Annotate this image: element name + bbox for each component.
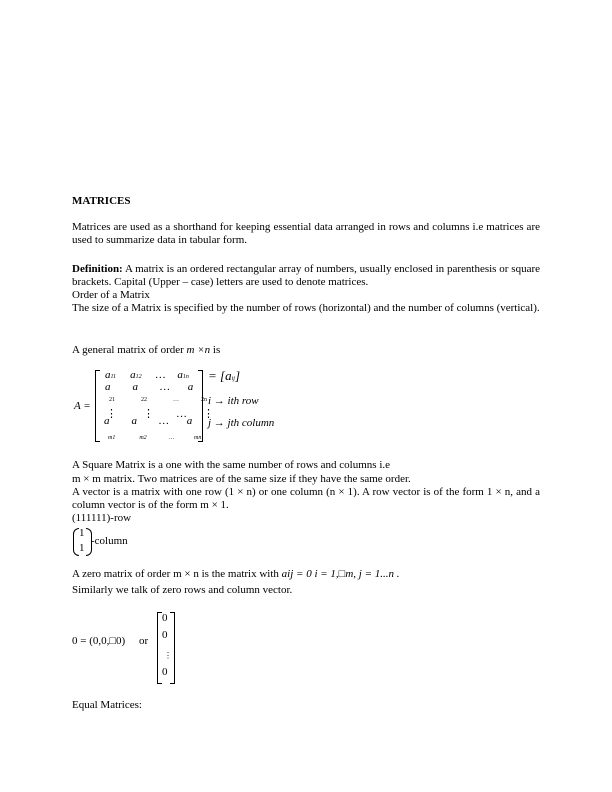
matrix-row-1: a11 a12 … a1n — [105, 369, 189, 381]
row-note: i → ith row — [208, 395, 259, 407]
row-vector-example: (111111)-row — [72, 512, 132, 524]
intro-paragraph: Matrices are used as a shorthand for keeping essential data arranged in rows and columns i.e matrices are used to summarize data in tabular form. — [72, 221, 540, 246]
definition-paragraph — [72, 263, 540, 289]
matrix-row-4-subscripts: m1 m2 … mn — [108, 435, 202, 441]
zero-math: aij = 0 i = 1,□m, j = 1...n . — [281, 568, 400, 580]
col-entry-bottom: 1 — [79, 542, 85, 554]
general-matrix-line — [72, 344, 220, 357]
or-text: or — [139, 635, 149, 647]
zero-text: A zero matrix of order m × n is the matrix with — [72, 568, 282, 580]
square-line-2: m × m matrix. Two matrices are of the same size if they have the same order. — [72, 473, 411, 485]
entry: 0 — [162, 612, 168, 624]
entry: 0 — [162, 666, 168, 678]
square-line-1: A Square Matrix is a one with the same number of rows and columns i.e — [72, 459, 391, 471]
matrix-row-3: ⋮ ⋮ … ⋮ — [106, 408, 214, 420]
col-entry-top: 1 — [79, 527, 85, 539]
similarly-line: Similarly we talk of zero rows and column vector. — [72, 584, 293, 596]
section-title: MATRICES — [72, 195, 131, 207]
matrix-row-4: a a … a — [104, 415, 193, 427]
entry: ⋮ — [164, 651, 172, 660]
matrix-equals-aij: = [aij] — [208, 368, 240, 383]
right-bracket — [170, 612, 175, 684]
vector-paragraph: A vector is a matrix with one row (1 × n) or one column (n × 1). A row vector is of the form 1 × n, and a column vector is of the form m × 1. — [72, 486, 540, 511]
definition-label: Definition: — [72, 263, 123, 275]
matrix-row-2: a a … a — [105, 381, 194, 393]
column-label: -column — [91, 535, 128, 547]
entry: 0 — [162, 629, 168, 641]
equal-matrices-heading: Equal Matrices: — [72, 699, 142, 711]
matrix-row-2-subscripts: 21 22 … 2n — [109, 397, 207, 403]
left-bracket — [95, 370, 100, 442]
order-heading: Order of a Matrix — [72, 289, 150, 301]
zero-row-vector: 0 = (0,0,□0) — [72, 635, 126, 647]
matrix-lhs: A = — [74, 400, 91, 412]
general-suffix: is — [210, 344, 221, 356]
order-m-by-n: m ×n — [186, 344, 211, 356]
definition-text: A matrix is an ordered rectangular array of numbers, usually enclosed in parenthesis or square brackets. Capital (Upper – case) letters are used to denote matrices. — [72, 263, 540, 288]
zero-matrix-line — [72, 568, 400, 581]
general-prefix: A general matrix of order — [72, 344, 187, 356]
column-note: j → jth column — [208, 417, 275, 429]
order-paragraph: The size of a Matrix is specified by the number of rows (horizontal) and the number of columns (vertical). — [72, 302, 540, 314]
